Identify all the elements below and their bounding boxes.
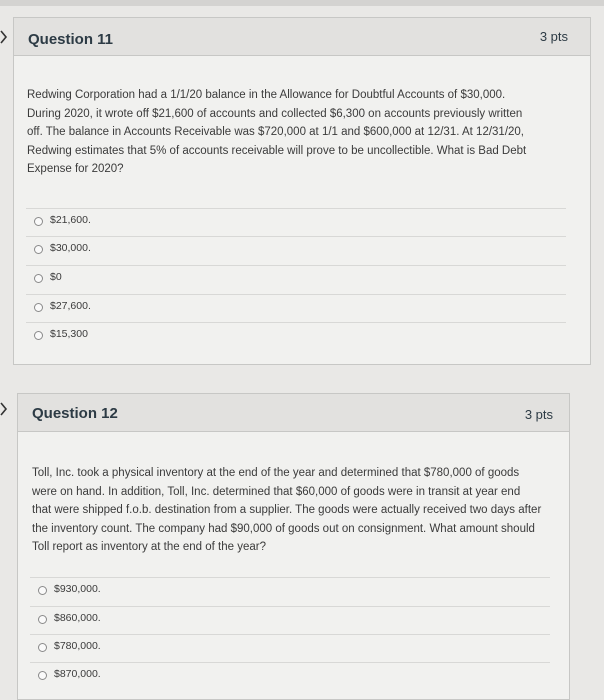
radio-unselected-icon[interactable] (34, 303, 43, 312)
answer-label: $780,000. (54, 640, 101, 652)
question-12-text (32, 464, 567, 557)
question-11-text-line: Redwing estimates that 5% of accounts receivable will prove to be uncollectible. What is Bad Debt (27, 144, 527, 157)
answer-option[interactable] (26, 236, 566, 262)
answer-option[interactable] (26, 294, 566, 320)
question-11-text-line: Redwing Corporation had a 1/1/20 balance in the Allowance for Doubtful Accounts of $30,000. (27, 89, 506, 101)
answer-option[interactable] (30, 634, 550, 660)
question-12-text-line: the inventory count. The company had $90,000 of goods out on consignment. What amount should (32, 522, 535, 535)
chevron-right-icon-graphic (0, 30, 8, 44)
answer-label: $860,000. (54, 612, 101, 624)
radio-unselected-icon[interactable] (34, 217, 43, 226)
question-11-text-line: During 2020, it wrote off $21,600 of accounts and collected $6,300 on accounts previously written (27, 107, 523, 120)
radio-unselected-icon[interactable] (38, 671, 47, 680)
radio-unselected-icon[interactable] (34, 245, 43, 254)
answer-label: $30,000. (50, 242, 91, 254)
chevron-right-icon[interactable] (0, 30, 10, 46)
answer-label: $930,000. (54, 583, 101, 595)
answer-option[interactable] (30, 577, 550, 603)
radio-unselected-icon[interactable] (38, 615, 47, 624)
question-12-text-line: that were shipped f.o.b. destination from a supplier. The goods were actually received two days after (32, 504, 542, 516)
answer-label: $0 (50, 271, 62, 283)
answer-label: $870,000. (54, 668, 101, 680)
radio-unselected-icon[interactable] (38, 586, 47, 595)
question-12-header (18, 394, 569, 432)
radio-unselected-icon[interactable] (38, 643, 47, 652)
answer-label: $21,600. (50, 214, 91, 226)
question-11-header (14, 18, 590, 56)
answer-option[interactable] (30, 606, 550, 632)
chevron-right-icon-graphic (0, 402, 8, 416)
question-11-text-line: off. The balance in Accounts Receivable was $720,000 at 1/1 and $600,000 at 12/31. At 12/31/20, (27, 126, 525, 138)
radio-unselected-icon[interactable] (34, 331, 43, 340)
answer-option[interactable] (26, 265, 566, 291)
question-11-text (27, 86, 582, 179)
answer-label: $27,600. (50, 300, 91, 312)
question-11-text-line: Expense for 2020? (27, 163, 124, 175)
question-12-card (17, 393, 570, 700)
question-11-points: 3 pts (539, 29, 568, 44)
answer-option[interactable] (26, 208, 566, 234)
radio-unselected-icon[interactable] (34, 274, 43, 283)
question-11-title: Question 11 (28, 31, 114, 48)
question-12-text-line: were on hand. In addition, Toll, Inc. determined that $60,000 of goods were in transit at year end (32, 485, 521, 498)
question-11-card (13, 17, 591, 365)
answer-label: $15,300 (50, 328, 88, 340)
chevron-right-icon[interactable] (0, 402, 10, 418)
question-12-points: 3 pts (524, 407, 553, 422)
answer-option[interactable] (26, 322, 566, 348)
question-12-text-line: Toll, Inc. took a physical inventory at the end of the year and determined that $780,000 of goods (32, 467, 520, 479)
page-top-strip (0, 0, 604, 6)
answer-option[interactable] (30, 662, 550, 688)
question-12-text-line: Toll report as inventory at the end of the year? (32, 541, 266, 553)
question-12-title: Question 12 (32, 405, 118, 422)
